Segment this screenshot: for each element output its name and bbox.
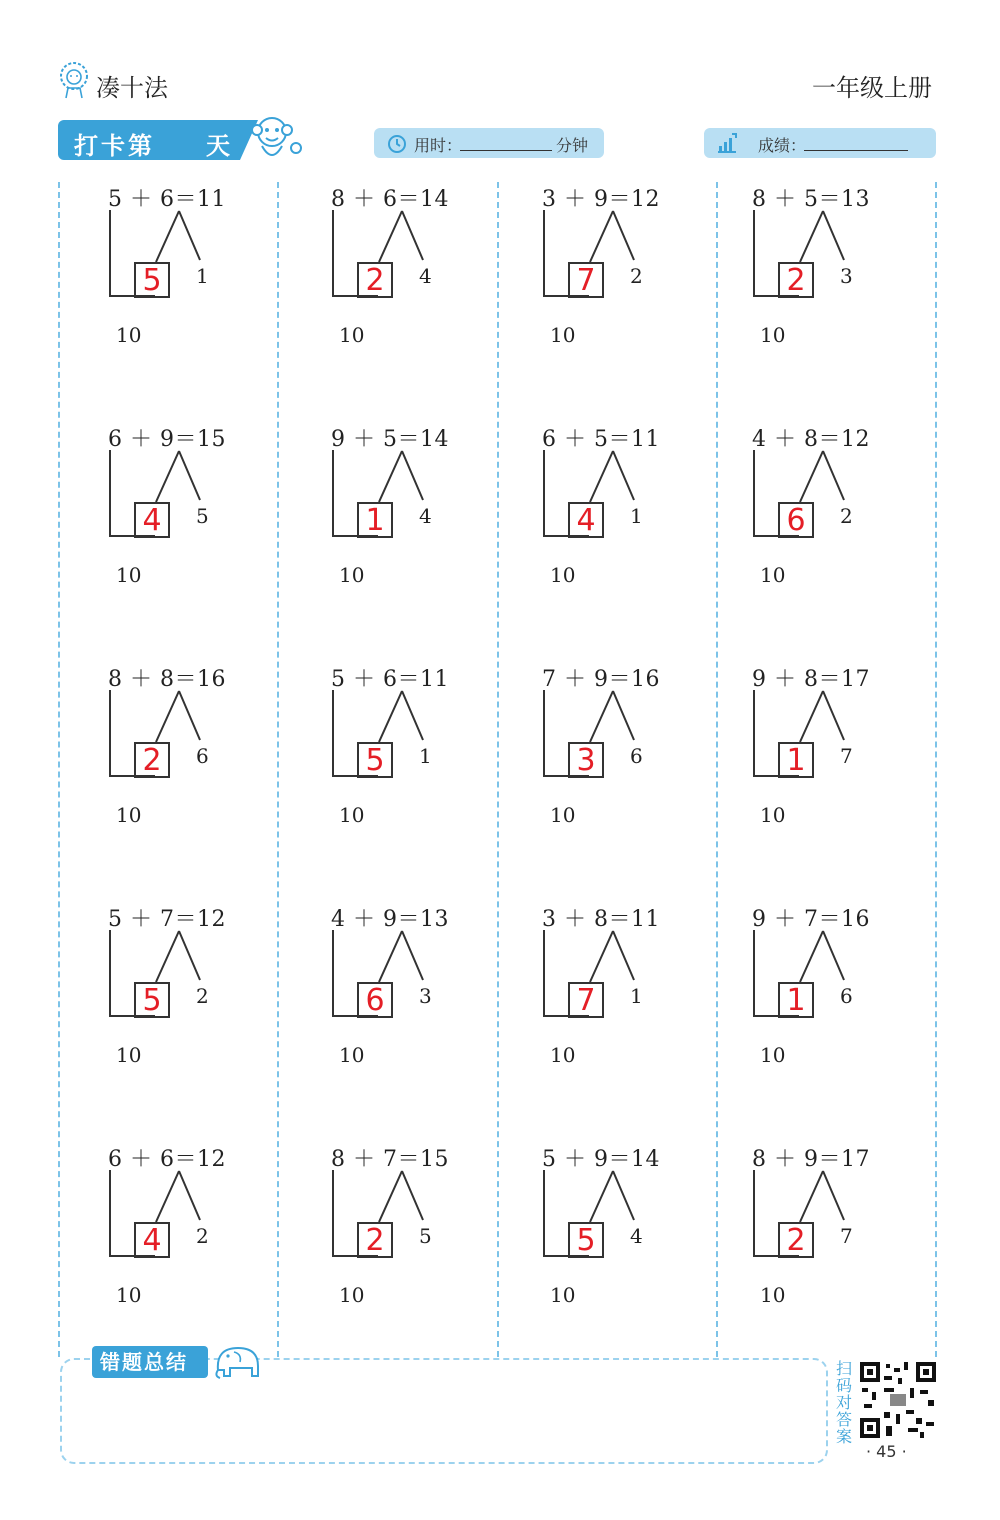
problem-cell xyxy=(542,182,742,362)
equation-text: 5 ＋ 6＝11 xyxy=(331,667,449,692)
make-ten-label: 10 xyxy=(339,1283,365,1307)
split-remainder: 6 xyxy=(630,744,643,768)
equation-text: 5 ＋ 7＝12 xyxy=(108,907,226,932)
problem-cell xyxy=(108,422,308,602)
make-ten-label: 10 xyxy=(550,563,576,587)
answer-box[interactable]: 2 xyxy=(778,1222,814,1258)
score-field xyxy=(704,128,936,158)
equation-text: 7 ＋ 9＝16 xyxy=(542,667,660,692)
answer-box[interactable]: 5 xyxy=(357,742,393,778)
split-remainder: 2 xyxy=(196,1224,209,1248)
split-remainder: 2 xyxy=(630,264,643,288)
monkey-icon xyxy=(248,112,304,166)
answer-box[interactable]: 5 xyxy=(134,262,170,298)
make-ten-label: 10 xyxy=(760,1283,786,1307)
problem-cell xyxy=(108,662,308,842)
answer-box[interactable]: 6 xyxy=(778,502,814,538)
answer-box[interactable]: 7 xyxy=(568,982,604,1018)
answer-box[interactable]: 4 xyxy=(134,1222,170,1258)
ribbon-label: 打卡第 xyxy=(74,132,155,160)
equation-text: 5 ＋ 6＝11 xyxy=(108,187,226,212)
make-ten-label: 10 xyxy=(550,1043,576,1067)
make-ten-label: 10 xyxy=(339,323,365,347)
split-remainder: 7 xyxy=(840,1224,853,1248)
equation-text: 8 ＋ 7＝15 xyxy=(331,1147,449,1172)
equation-text: 8 ＋ 6＝14 xyxy=(331,187,449,212)
split-remainder: 1 xyxy=(630,504,643,528)
split-remainder: 3 xyxy=(419,984,432,1008)
make-ten-label: 10 xyxy=(116,323,142,347)
equation-text: 4 ＋ 9＝13 xyxy=(331,907,449,932)
make-ten-label: 10 xyxy=(760,563,786,587)
split-remainder: 5 xyxy=(196,504,209,528)
split-remainder: 2 xyxy=(840,504,853,528)
answer-box[interactable]: 1 xyxy=(778,982,814,1018)
equation-text: 4 ＋ 8＝12 xyxy=(752,427,870,452)
answer-box[interactable]: 2 xyxy=(134,742,170,778)
split-remainder: 4 xyxy=(630,1224,643,1248)
answer-box[interactable]: 4 xyxy=(568,502,604,538)
make-ten-label: 10 xyxy=(339,563,365,587)
problem-cell xyxy=(331,902,531,1082)
split-remainder: 1 xyxy=(419,744,432,768)
problem-cell xyxy=(752,662,952,842)
make-ten-label: 10 xyxy=(116,1283,142,1307)
make-ten-label: 10 xyxy=(339,1043,365,1067)
make-ten-label: 10 xyxy=(116,563,142,587)
make-ten-label: 10 xyxy=(760,1043,786,1067)
problem-cell xyxy=(108,182,308,362)
answer-box[interactable]: 2 xyxy=(778,262,814,298)
grade-label: 一年级上册 xyxy=(812,74,932,102)
ribbon-day: 天 xyxy=(206,132,230,160)
make-ten-label: 10 xyxy=(550,1283,576,1307)
make-ten-label: 10 xyxy=(550,803,576,827)
equation-text: 6 ＋ 5＝11 xyxy=(542,427,660,452)
problem-cell xyxy=(752,182,952,362)
problem-cell xyxy=(752,902,952,1082)
split-remainder: 6 xyxy=(196,744,209,768)
equation-text: 3 ＋ 8＝11 xyxy=(542,907,660,932)
split-remainder: 7 xyxy=(840,744,853,768)
time-blank[interactable] xyxy=(460,150,552,151)
alarm-clock-icon xyxy=(386,132,408,154)
problem-cell xyxy=(542,422,742,602)
answer-box[interactable]: 1 xyxy=(778,742,814,778)
equation-text: 8 ＋ 8＝16 xyxy=(108,667,226,692)
split-remainder: 5 xyxy=(419,1224,432,1248)
scan-for-answers-label: 扫码对答案 xyxy=(836,1359,853,1446)
answer-box[interactable]: 2 xyxy=(357,262,393,298)
answer-box[interactable]: 3 xyxy=(568,742,604,778)
qr-code-icon[interactable] xyxy=(858,1360,938,1440)
answer-box[interactable]: 1 xyxy=(357,502,393,538)
score-label: 成绩： xyxy=(758,136,807,155)
split-remainder: 1 xyxy=(630,984,643,1008)
time-label: 用时： xyxy=(414,136,463,155)
check-in-ribbon xyxy=(58,120,240,160)
split-remainder: 3 xyxy=(840,264,853,288)
problem-cell xyxy=(331,1142,531,1322)
make-ten-label: 10 xyxy=(116,803,142,827)
problem-cell xyxy=(331,182,531,362)
page-number: · 45 · xyxy=(866,1442,907,1461)
problem-cell xyxy=(542,902,742,1082)
equation-text: 9 ＋ 8＝17 xyxy=(752,667,870,692)
time-field xyxy=(374,128,604,158)
equation-text: 6 ＋ 6＝12 xyxy=(108,1147,226,1172)
split-remainder: 2 xyxy=(196,984,209,1008)
split-remainder: 1 xyxy=(196,264,209,288)
problem-cell xyxy=(108,902,308,1082)
problem-cell xyxy=(752,1142,952,1322)
equation-text: 8 ＋ 5＝13 xyxy=(752,187,870,212)
split-remainder: 4 xyxy=(419,504,432,528)
make-ten-label: 10 xyxy=(116,1043,142,1067)
make-ten-label: 10 xyxy=(760,803,786,827)
answer-box[interactable]: 2 xyxy=(357,1222,393,1258)
answer-box[interactable]: 5 xyxy=(134,982,170,1018)
problem-cell xyxy=(752,422,952,602)
equation-text: 9 ＋ 7＝16 xyxy=(752,907,870,932)
time-unit: 分钟 xyxy=(556,136,589,155)
problem-cell xyxy=(331,422,531,602)
problem-cell xyxy=(542,662,742,842)
split-remainder: 4 xyxy=(419,264,432,288)
make-ten-label: 10 xyxy=(339,803,365,827)
worksheet-title: 凑十法 xyxy=(96,74,168,102)
answer-box[interactable]: 4 xyxy=(134,502,170,538)
answer-box[interactable]: 5 xyxy=(568,1222,604,1258)
equation-text: 6 ＋ 9＝15 xyxy=(108,427,226,452)
problem-cell xyxy=(331,662,531,842)
make-ten-label: 10 xyxy=(760,323,786,347)
answer-box[interactable]: 6 xyxy=(357,982,393,1018)
mistake-summary-label: 错题总结 xyxy=(92,1346,208,1378)
lion-logo-icon xyxy=(58,60,90,100)
score-blank[interactable] xyxy=(804,150,908,151)
column-divider xyxy=(58,182,60,1357)
equation-text: 9 ＋ 5＝14 xyxy=(331,427,449,452)
score-chart-icon xyxy=(716,132,738,154)
split-remainder: 6 xyxy=(840,984,853,1008)
equation-text: 5 ＋ 9＝14 xyxy=(542,1147,660,1172)
answer-box[interactable]: 7 xyxy=(568,262,604,298)
equation-text: 8 ＋ 9＝17 xyxy=(752,1147,870,1172)
equation-text: 3 ＋ 9＝12 xyxy=(542,187,660,212)
problem-cell xyxy=(108,1142,308,1322)
elephant-icon xyxy=(212,1340,268,1380)
problem-cell xyxy=(542,1142,742,1322)
make-ten-label: 10 xyxy=(550,323,576,347)
